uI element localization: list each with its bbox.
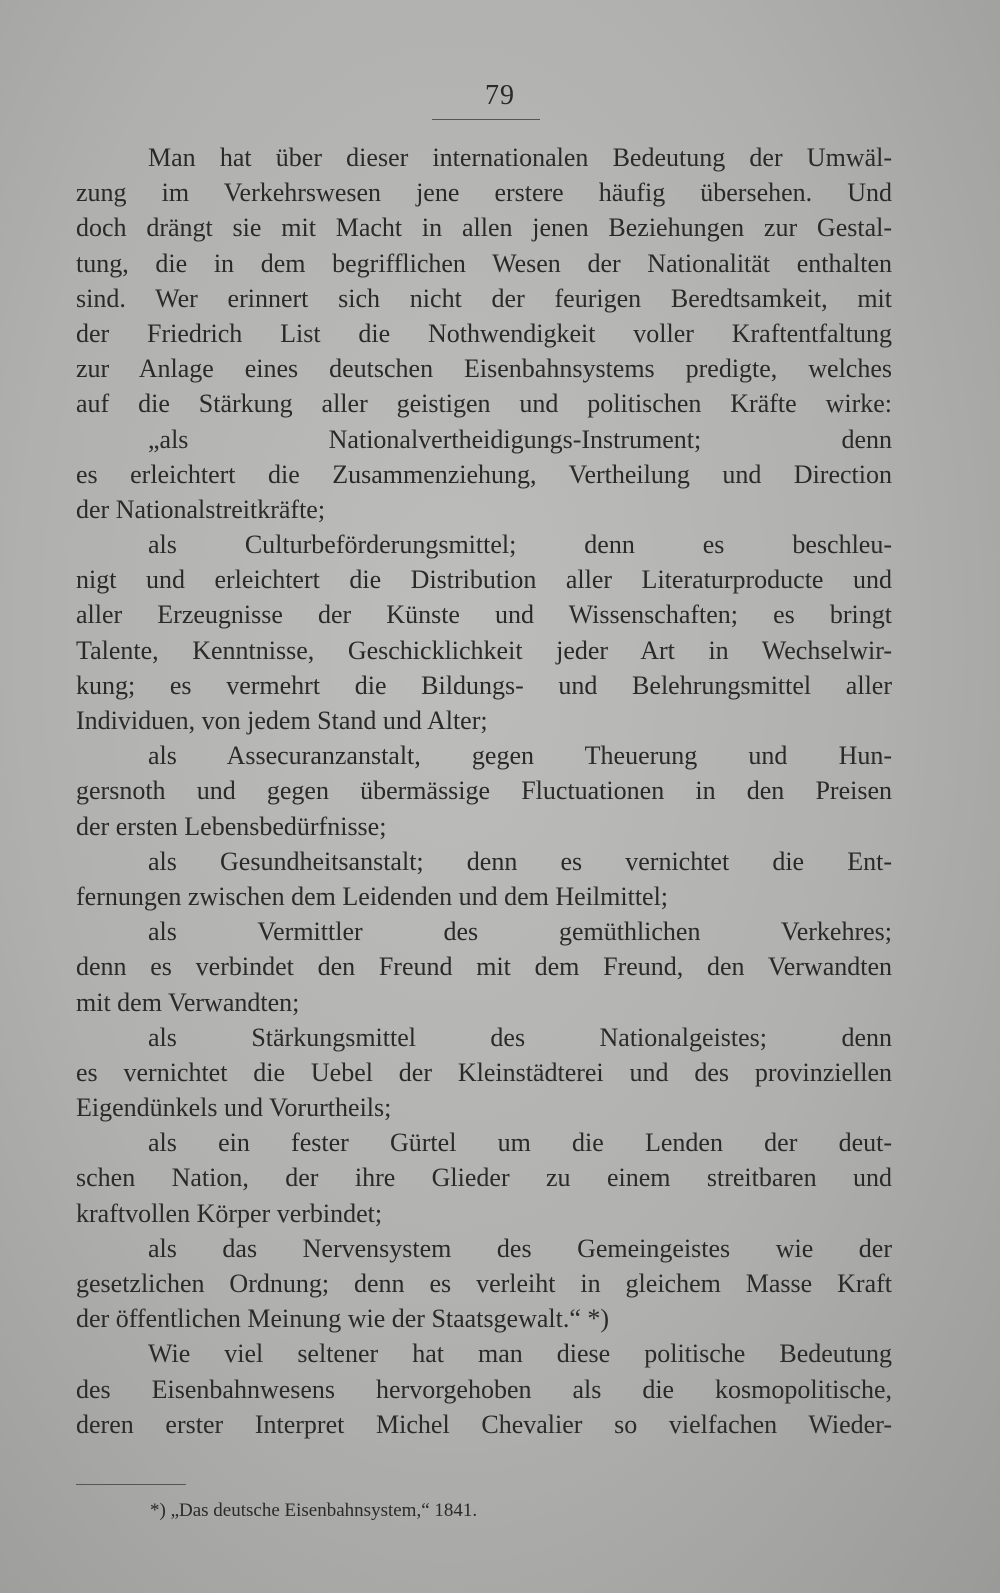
text-line: aller Erzeugnisse der Künste und Wissenschaften; es bringt [76, 600, 892, 630]
text-line: zur Anlage eines deutschen Eisenbahnsystems predigte, welches [76, 354, 892, 384]
footnote: *) „Das deutsche Eisenbahnsystem,“ 1841. [150, 1500, 478, 1521]
text-line: tung, die in dem begrifflichen Wesen der Nationalität enthalten [76, 248, 892, 278]
text-line: Man hat über dieser internationalen Bedeutung der Umwäl- [148, 143, 892, 172]
text-line: kraftvollen Körper verbindet; [76, 1198, 383, 1228]
text-line: es vernichtet die Uebel der Kleinstädterei und des provinziellen [76, 1057, 892, 1087]
text-line: nigt und erleichtert die Distribution aller Literaturproducte und [76, 565, 892, 595]
footnote-rule [76, 1484, 186, 1485]
text-line: mit dem Verwandten; [76, 987, 300, 1017]
text-line: doch drängt sie mit Macht in allen jenen Beziehungen zur Gestal- [76, 213, 892, 243]
text-line: Individuen, von jedem Stand und Alter; [76, 706, 488, 735]
text-line: der öffentlichen Meinung wie der Staatsgewalt.“ *) [76, 1304, 610, 1334]
text-line: deren erster Interpret Michel Chevalier so vielfachen Wieder- [76, 1409, 892, 1439]
text-line: schen Nation, der ihre Glieder zu einem streitbaren und [76, 1163, 892, 1193]
text-line: als Culturbeförderungsmittel; denn es beschleu- [148, 530, 892, 560]
text-line: der Friedrich List die Nothwendigkeit voller Kraftentfaltung [76, 318, 892, 348]
text-line: Wie viel seltener hat man diese politische Bedeutung [148, 1339, 892, 1369]
body-text [76, 140, 892, 1442]
text-line: als ein fester Gürtel um die Lenden der deut- [148, 1128, 892, 1158]
header-rule [432, 119, 540, 120]
text-line: kung; es vermehrt die Bildungs- und Belehrungsmittel aller [76, 670, 892, 700]
text-line: Talente, Kenntnisse, Geschicklichkeit jeder Art in Wechselwir- [76, 635, 892, 665]
text-line: als Gesundheitsanstalt; denn es vernichtet die Ent- [148, 846, 892, 876]
text-line: es erleichtert die Zusammenziehung, Vertheilung und Direction [76, 459, 892, 489]
text-line: als das Nervensystem des Gemeingeistes wie der [148, 1233, 892, 1263]
text-line: „als Nationalvertheidigungs-Instrument; denn [148, 424, 892, 454]
text-line: auf die Stärkung aller geistigen und politischen Kräfte wirke: [76, 389, 892, 419]
text-line: als Assecuranzanstalt, gegen Theuerung und Hun- [148, 741, 892, 771]
text-line: des Eisenbahnwesens hervorgehoben als die kosmopolitische, [76, 1374, 892, 1404]
text-line: sind. Wer erinnert sich nicht der feurigen Beredtsamkeit, mit [76, 283, 892, 313]
text-line: als Vermittler des gemüthlichen Verkehres; [148, 917, 892, 947]
page-number: 79 [485, 80, 515, 111]
text-line: als Stärkungsmittel des Nationalgeistes; denn [148, 1022, 892, 1052]
text-line: denn es verbindet den Freund mit dem Freund, den Verwandten [76, 952, 892, 982]
text-line: der ersten Lebensbedürfnisse; [76, 811, 387, 841]
text-line: der Nationalstreitkräfte; [76, 494, 326, 524]
text-line: zung im Verkehrswesen jene erstere häufig übersehen. Und [76, 178, 892, 208]
text-line: gesetzlichen Ordnung; denn es verleiht in gleichem Masse Kraft [76, 1269, 892, 1298]
text-line: gersnoth und gegen übermässige Fluctuationen in den Preisen [76, 776, 892, 806]
text-line: fernungen zwischen dem Leidenden und dem Heilmittel; [76, 881, 669, 911]
text-line: Eigendünkels und Vorurtheils; [76, 1093, 392, 1123]
